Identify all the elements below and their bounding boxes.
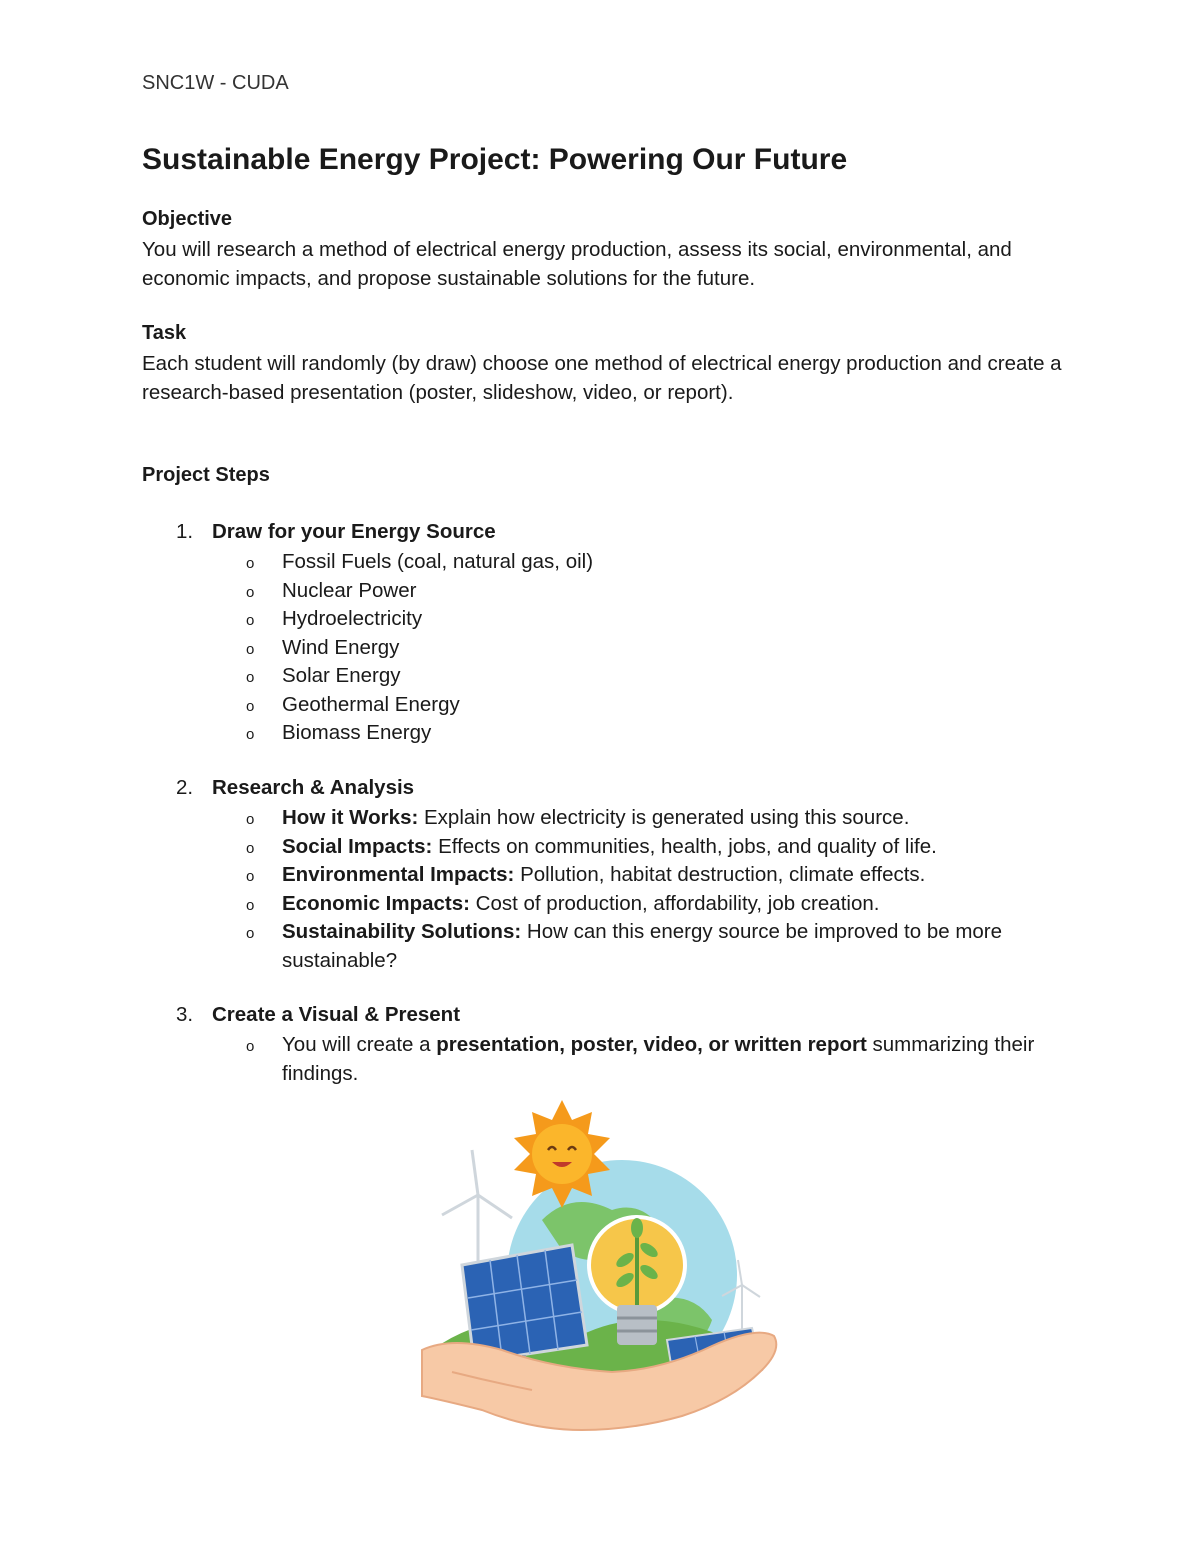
bullet: o [246, 640, 255, 658]
bullet: o [246, 583, 255, 601]
bullet: o [246, 1038, 255, 1055]
course-code: SNC1W - CUDA [142, 72, 289, 94]
research-analysis-list [246, 804, 1066, 975]
bullet: o [246, 896, 255, 914]
bullet: o [246, 669, 255, 686]
list-item: o Social Impacts: Effects on communities, health, jobs, and quality of life. [246, 833, 1066, 862]
page-title: Sustainable Energy Project: Powering Our Future [142, 143, 848, 176]
list-item: o Economic Impacts: Cost of production, affordability, job creation. [246, 890, 1066, 919]
list-item: o Hydroelectricity [246, 605, 1066, 634]
step-2 [176, 776, 414, 800]
task-heading: Task [142, 322, 187, 344]
list-item: o Geothermal Energy [246, 691, 1066, 720]
list-item: o Sustainability Solutions: How can this energy source be improved to be more sustainable? [246, 920, 1003, 972]
step-number: 1. [176, 520, 194, 543]
bullet: o [246, 726, 255, 743]
list-item: o Biomass Energy [246, 719, 1066, 748]
project-steps-heading: Project Steps [142, 464, 270, 486]
objective-heading: Objective [142, 208, 233, 230]
step-label: Draw for your Energy Source [212, 520, 496, 543]
create-visual-list [246, 1031, 1066, 1088]
bullet: o [246, 612, 255, 629]
bullet: o [246, 839, 255, 857]
step-3 [176, 1003, 460, 1027]
bullet: o [246, 811, 255, 828]
list-item: o How it Works: Explain how electricity is generated using this source. [246, 804, 1066, 833]
bullet: o [246, 555, 255, 572]
step-number: 3. [176, 1003, 194, 1026]
list-item: o Fossil Fuels (coal, natural gas, oil) [246, 548, 1066, 577]
bullet: o [246, 925, 255, 942]
list-item: o Wind Energy [246, 634, 1066, 663]
bullet: o [246, 697, 255, 715]
list-item: o Nuclear Power [246, 577, 1066, 606]
step-number: 2. [176, 776, 194, 799]
list-item: o Environmental Impacts: Pollution, habitat destruction, climate effects. [246, 861, 1066, 890]
step-label: Research & Analysis [212, 776, 415, 799]
list-item: o You will create a presentation, poster, video, or written report summarizing their findings. [246, 1033, 1035, 1085]
task-text: Each student will randomly (by draw) choose one method of electrical energy production and create a research-based presentation (poster, slideshow, video, or report). [142, 352, 1062, 404]
energy-source-list [246, 548, 1066, 748]
step-1 [176, 520, 496, 544]
step-label: Create a Visual & Present [212, 1003, 461, 1026]
renewable-energy-hand-illustration-icon [412, 1100, 782, 1440]
bullet: o [246, 868, 255, 885]
list-item: o Solar Energy [246, 662, 1066, 691]
objective-text: You will research a method of electrical energy production, assess its social, environmental, and economic impacts, and propose sustainable solutions for the future. [142, 238, 1012, 290]
